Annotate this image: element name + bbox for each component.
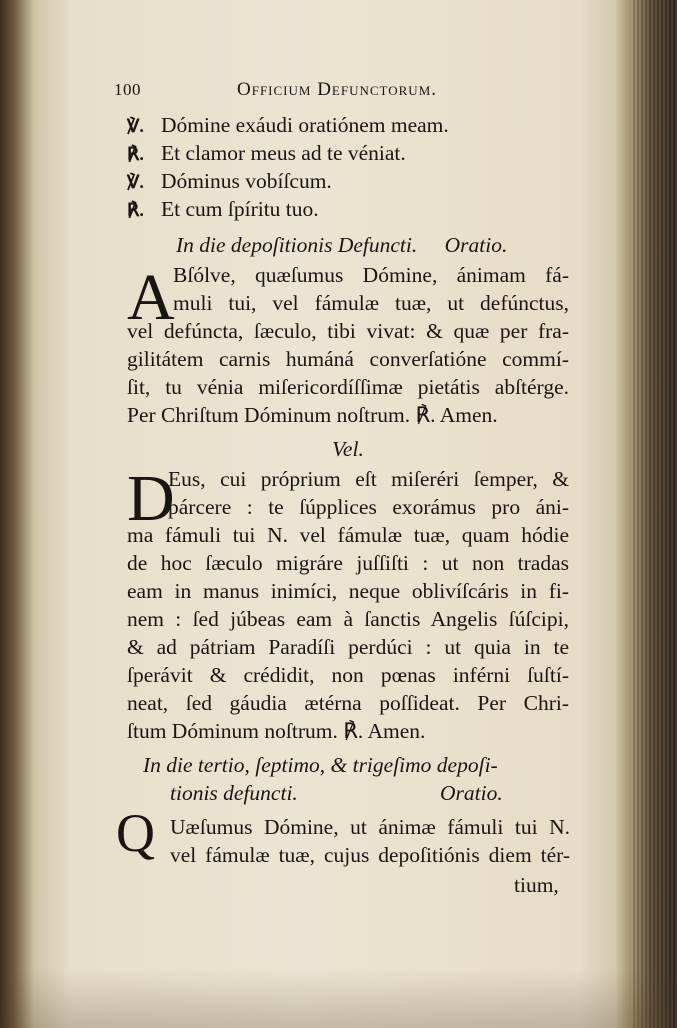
versicle-symbol: ℣.	[127, 116, 144, 136]
prayer-line: de hoc ſæculo migráre juſſiſti : ut non tradas	[127, 551, 569, 575]
versicle-line	[127, 112, 507, 139]
response-line	[127, 140, 507, 167]
response-symbol: ℟.	[127, 144, 144, 164]
versicle-symbol: ℣.	[127, 172, 144, 192]
versicle-line	[127, 168, 507, 195]
prayer-line: nem : ſed júbeas eam à ſanctis Angelis ſúſcipi,	[127, 607, 569, 631]
prayer-line: Eus, cui próprium eſt miſeréri ſemper, &	[168, 467, 569, 491]
section-heading	[170, 780, 570, 806]
section-oratio-label: Oratio.	[440, 781, 503, 805]
prayer-line: gilitátem carnis humáná converſatióne commí-	[127, 347, 569, 371]
drop-cap-d: D	[127, 462, 175, 535]
response-text: Et cum ſpíritu tuo.	[161, 197, 319, 221]
section-title: In die depoſitionis Defuncti.	[176, 233, 418, 257]
prayer-line: Uæſumus Dómine, ut ánimæ fámuli tui N.	[170, 815, 570, 839]
response-text: Et clamor meus ad te véniat.	[161, 141, 406, 165]
section-oratio-label: Oratio.	[444, 233, 508, 257]
section-heading: In die tertio, ſeptimo, & trigeſimo depoſi-	[143, 753, 498, 777]
drop-cap-a: A	[127, 261, 175, 334]
section-heading: Vel.	[332, 437, 364, 461]
prayer-line: ma fámuli tui N. vel fámulæ tuæ, quam hódie	[127, 523, 569, 547]
response-line	[127, 196, 507, 223]
versicle-text: Dómine exáudi oratiónem meam.	[161, 113, 449, 137]
prayer-line: vel defúncta, ſæculo, tibi vivat: & quæ per fra-	[127, 319, 569, 343]
prayer-line: eam in manus inimíci, neque oblivíſcáris in fi-	[127, 579, 569, 603]
versicle-text: Dóminus vobíſcum.	[161, 169, 332, 193]
prayer-line: Per Chriſtum Dóminum noſtrum. ℟. Amen.	[127, 403, 498, 427]
prayer-line: vel fámulæ tuæ, cujus depoſitiónis diem tér-	[170, 843, 570, 867]
catchword: tium,	[514, 873, 559, 897]
section-heading	[176, 232, 507, 258]
section-title: tionis defuncti.	[170, 781, 298, 805]
response-symbol: ℟.	[127, 200, 144, 220]
prayer-line: muli tui, vel fámulæ tuæ, ut defúnctus,	[173, 291, 569, 315]
page-number: 100	[114, 80, 141, 99]
prayer-line: ſtum Dóminum noſtrum. ℟. Amen.	[127, 719, 426, 743]
running-title: Officium Defunctorum.	[237, 79, 438, 100]
prayer-line: & ad pátriam Paradíſi perdúci : ut quia in te	[127, 635, 569, 659]
prayer-line: ſperávit & crédidit, non pœnas inférni ſuſtí-	[127, 663, 569, 687]
prayer-line: Bſólve, quæſumus Dómine, ánimam fá-	[173, 263, 569, 287]
drop-cap-q: Q	[116, 803, 155, 863]
prayer-line: párcere : te ſúpplices exorámus pro áni-	[168, 495, 569, 519]
prayer-line: neat, ſed gáudia ætérna poſſideat. Per Chri-	[127, 691, 569, 715]
prayer-line: ſit, tu vénia miſericordíſſimæ pietátis abſtérge.	[127, 375, 569, 399]
